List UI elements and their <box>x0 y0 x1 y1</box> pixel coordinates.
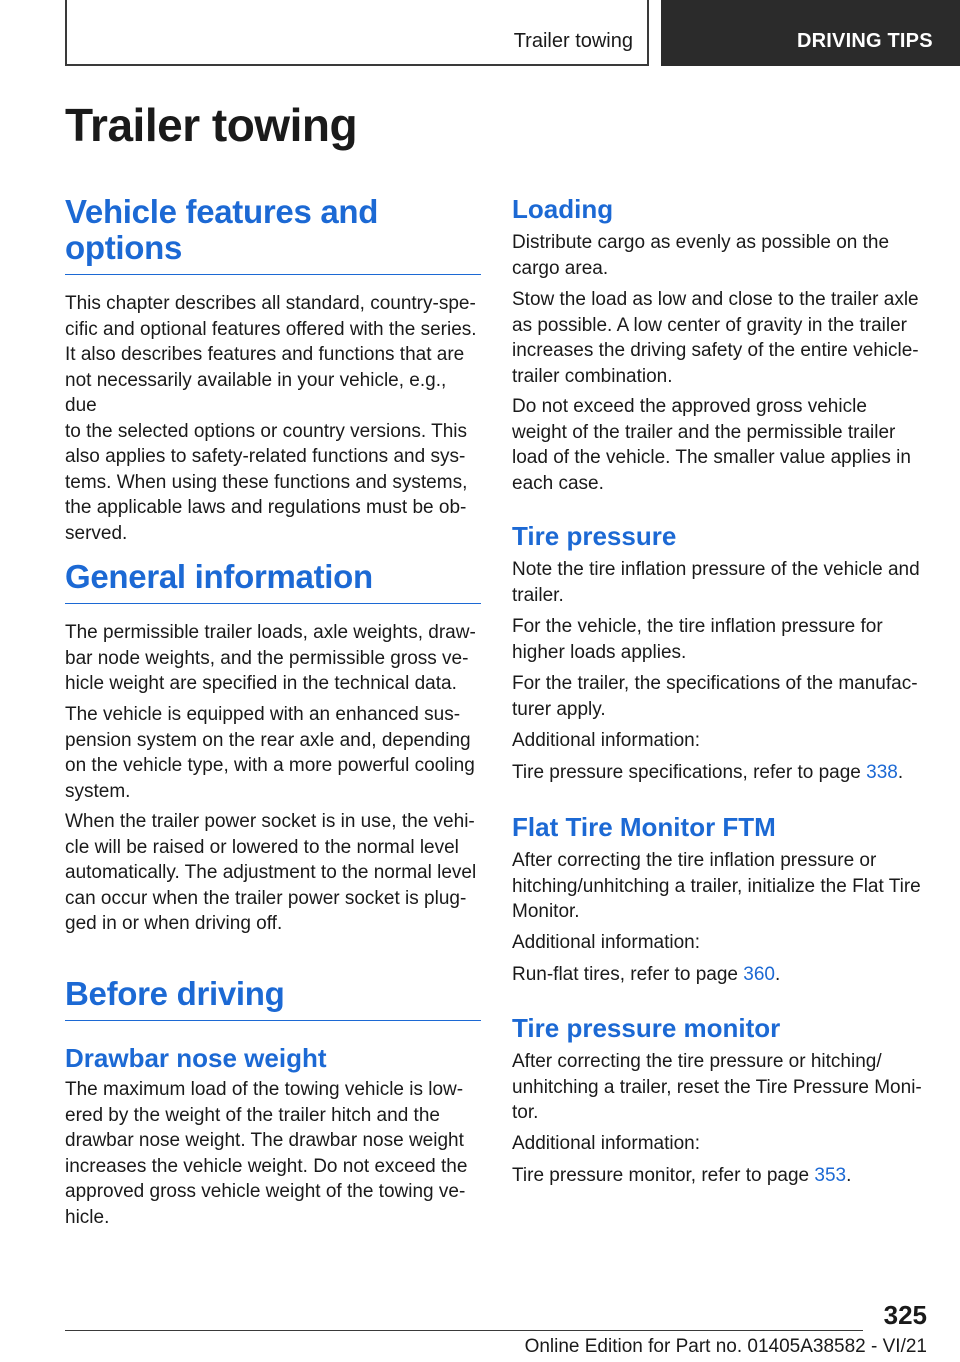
vehicle-features-body: This chapter describes all standard, country-spe- cific and optional features offered with the series. It also describes features and functions that are not necessarily available in your vehicle, e.g., due to the selected options or country versions. This also applies to safety-related functions and sys- tems. When using these functions and systems, the applicable laws and regulations must be ob- served. <box>65 293 477 544</box>
tire-pressure-paragraph-1: Note the tire inflation pressure of the vehicle and trailer. <box>512 559 920 606</box>
loading-paragraph-1: Distribute cargo as evenly as possible on the cargo area. <box>512 232 890 279</box>
flat-tire-monitor-additional-info: Additional information: <box>512 932 700 953</box>
tire-pressure-additional-info: Additional information: <box>512 730 700 751</box>
heading-general-information: General information <box>65 559 481 604</box>
page-link-338[interactable]: 338 <box>866 762 898 783</box>
general-info-paragraph-1: The permissible trailer loads, axle weights, draw- bar node weights, and the permissible gross ve- hicle weight are specified in the technical data. <box>65 622 476 694</box>
heading-flat-tire-monitor: Flat Tire Monitor FTM <box>512 812 776 842</box>
tire-pressure-paragraph-3: For the trailer, the specifications of the manufac- turer apply. <box>512 673 918 720</box>
heading-before-driving: Before driving <box>65 976 481 1021</box>
heading-vehicle-features: Vehicle features and options <box>65 194 481 275</box>
general-info-paragraph-3: When the trailer power socket is in use, the vehi- cle will be raised or lowered to the normal level automatically. The adjustment to the normal level can occur when the trailer power socket is plug- ged in or when driving off. <box>65 811 477 934</box>
flat-tire-monitor-paragraph-1: After correcting the tire inflation pressure or hitching/unhitching a trailer, initialize the Flat Tire Monitor. <box>512 850 921 922</box>
loading-paragraph-2: Stow the load as low and close to the trailer axle as possible. A low center of gravity in the trailer increases the driving safety of the entire vehicle- trailer combination. <box>512 289 919 387</box>
heading-tire-pressure: Tire pressure <box>512 521 677 551</box>
tire-pressure-monitor-additional-info: Additional information: <box>512 1133 700 1154</box>
page-title: Trailer towing <box>65 99 358 151</box>
page-link-360[interactable]: 360 <box>743 964 775 985</box>
heading-loading: Loading <box>512 194 614 224</box>
header-chapter-tab <box>661 0 960 66</box>
tire-pressure-reference: Tire pressure specifications, refer to page 338. <box>512 762 904 783</box>
flat-tire-monitor-reference: Run-flat tires, refer to page 360. <box>512 964 781 985</box>
page-number: 325 <box>883 1300 927 1330</box>
header-chapter-title: DRIVING TIPS <box>797 30 933 52</box>
page-link-353[interactable]: 353 <box>814 1165 847 1186</box>
footer-divider <box>65 1330 863 1331</box>
tire-pressure-monitor-reference: Tire pressure monitor, refer to page 353. <box>512 1165 852 1186</box>
heading-drawbar-nose-weight: Drawbar nose weight <box>65 1043 327 1073</box>
header-section-box <box>65 0 649 66</box>
header-section-title: Trailer towing <box>513 30 633 52</box>
edition-note: Online Edition for Part no. 01405A38582 - VI/21 <box>524 1336 927 1357</box>
tire-pressure-paragraph-2: For the vehicle, the tire inflation pressure for higher loads applies. <box>512 616 883 663</box>
drawbar-nose-weight-body: The maximum load of the towing vehicle is low- ered by the weight of the trailer hitch and the drawbar nose weight. The drawbar nose weight increases the vehicle weight. Do not exceed the approved gross vehicle weight of the towing ve- hicle. <box>65 1079 468 1228</box>
loading-paragraph-3: Do not exceed the approved gross vehicle weight of the trailer and the permissible trailer load of the vehicle. The smaller value applies in each case. <box>512 396 911 494</box>
general-info-paragraph-2: The vehicle is equipped with an enhanced sus- pension system on the rear axle and, depending on the vehicle type, with a more powerful cooling system. <box>65 704 475 802</box>
tire-pressure-monitor-paragraph-1: After correcting the tire pressure or hitching/ unhitching a trailer, reset the Tire Pressure Moni- tor. <box>512 1051 922 1123</box>
heading-tire-pressure-monitor: Tire pressure monitor <box>512 1013 781 1043</box>
